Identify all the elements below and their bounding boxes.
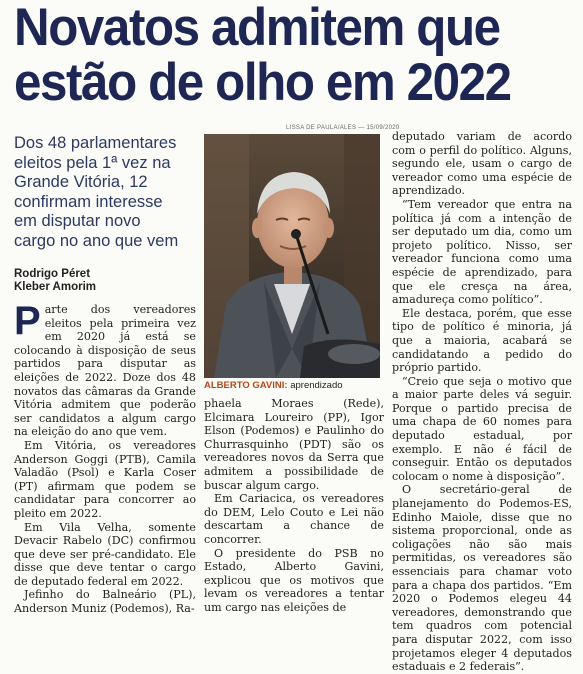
paragraph: Em Cariacica, os vereadores do DEM, Lelo Couto e Lei não descartam a chance de concorrer. bbox=[204, 492, 384, 546]
paragraph: Em Vitória, os vereadores Anderson Goggi (PTB), Camila Valadão (Psol) e Karla Coser (PT) afirmam que podem se candidatar para concorrer ao pleito em 2022. bbox=[14, 438, 196, 520]
paragraph: Jefinho do Balneário (PL), Anderson Muniz (Podemos), Ra- bbox=[14, 588, 196, 616]
photo-caption bbox=[204, 380, 382, 392]
portrait-illustration bbox=[204, 134, 380, 378]
paragraph: deputado variam de acordo com o perfil do político. Alguns, segundo ele, usam o cargo de vereador como uma espécie de aprendizado. bbox=[392, 130, 572, 198]
paragraph: “Creio que seja o motivo que a maior parte deles vá seguir. Porque o partido precisa de uma chapa de 60 nomes para deputado estadual, por exemplo. E não é fácil de conseguir. Então os deputados colocam o nome à disposição”. bbox=[392, 374, 572, 483]
paragraph bbox=[14, 299, 196, 439]
author-1: Rodrigo Péret bbox=[14, 268, 91, 280]
headline-line-2: estão de olho em 2022 bbox=[14, 53, 511, 112]
byline bbox=[14, 268, 96, 294]
article-column-3 bbox=[392, 130, 572, 674]
portrait-photo bbox=[204, 134, 380, 378]
dropcap: P bbox=[14, 299, 41, 343]
caption-name: ALBERTO GAVINI: bbox=[204, 380, 288, 391]
deck-subtitle: Dos 48 parlamentares eleitos pela 1ª vez na Grande Vitória, 12 confirmam interesse em disputar novo cargo no ano que vem bbox=[14, 134, 179, 250]
photo-credit: LISSA DE PAULA/ALES — 15/09/2020 bbox=[286, 125, 400, 131]
article-column-1 bbox=[14, 299, 196, 616]
paragraph: Em Vila Velha, somente Devacir Rabelo (DC) confirmou que deve ser pré-candidato. Ele disse que deve tentar o cargo de deputado federal em 2022. bbox=[14, 520, 196, 588]
paragraph: O presidente do PSB no Estado, Alberto Gavini, explicou que os motivos que levam os vereadores a tentar um cargo nas eleições de bbox=[204, 546, 384, 614]
paragraph: phaela Moraes (Rede), Elcimara Loureiro (PP), Igor Elson (Podemos) e Paulinho do Churrasquinho (PDT) são os vereadores novos da Serra que admitem a possibilidade de buscar algum cargo. bbox=[204, 397, 384, 492]
caption-text: aprendizado bbox=[287, 380, 343, 391]
paragraph: Ele destaca, porém, que esse tipo de político é minoria, já que a maioria, acabará se candidatando a pedido do próprio partido. bbox=[392, 306, 572, 375]
paragraph: O secretário-geral de planejamento do Podemos-ES, Edinho Maiole, disse que no sistema proporcional, onde as coligações não são mais permitidas, os vereadores são essenciais para chamar voto para a chapa dos partidos. “Em 2020 o Podemos elegeu 44 vereadores, demonstrando que tem quadros com potencial para disputar 2022, com isso projetamos eleger 4 deputados estaduais e 2 federais”. bbox=[392, 483, 572, 674]
headline-line-1: Novatos admitem que bbox=[14, 0, 500, 57]
article-column-2 bbox=[204, 397, 384, 615]
author-2: Kleber Amorim bbox=[14, 281, 97, 293]
paragraph-text: arte dos vereadores eleitos pela primeira vez em 2020 já está se colocando à disposição de seus partidos para disputar as eleições de 2022. Doze dos 48 novatos das câmaras da Grande Vitória admitem que poderão ser candidatos a algum cargo na eleição do ano que vem. bbox=[14, 303, 196, 439]
paragraph: “Tem vereador que entra na política já com a intenção de ser deputado um dia, como um projeto político. Nisso, ser vereador funciona como uma espécie de aprendizado, para que ele cresça na área, amadureça como político”. bbox=[392, 197, 572, 307]
headline bbox=[14, 0, 579, 110]
